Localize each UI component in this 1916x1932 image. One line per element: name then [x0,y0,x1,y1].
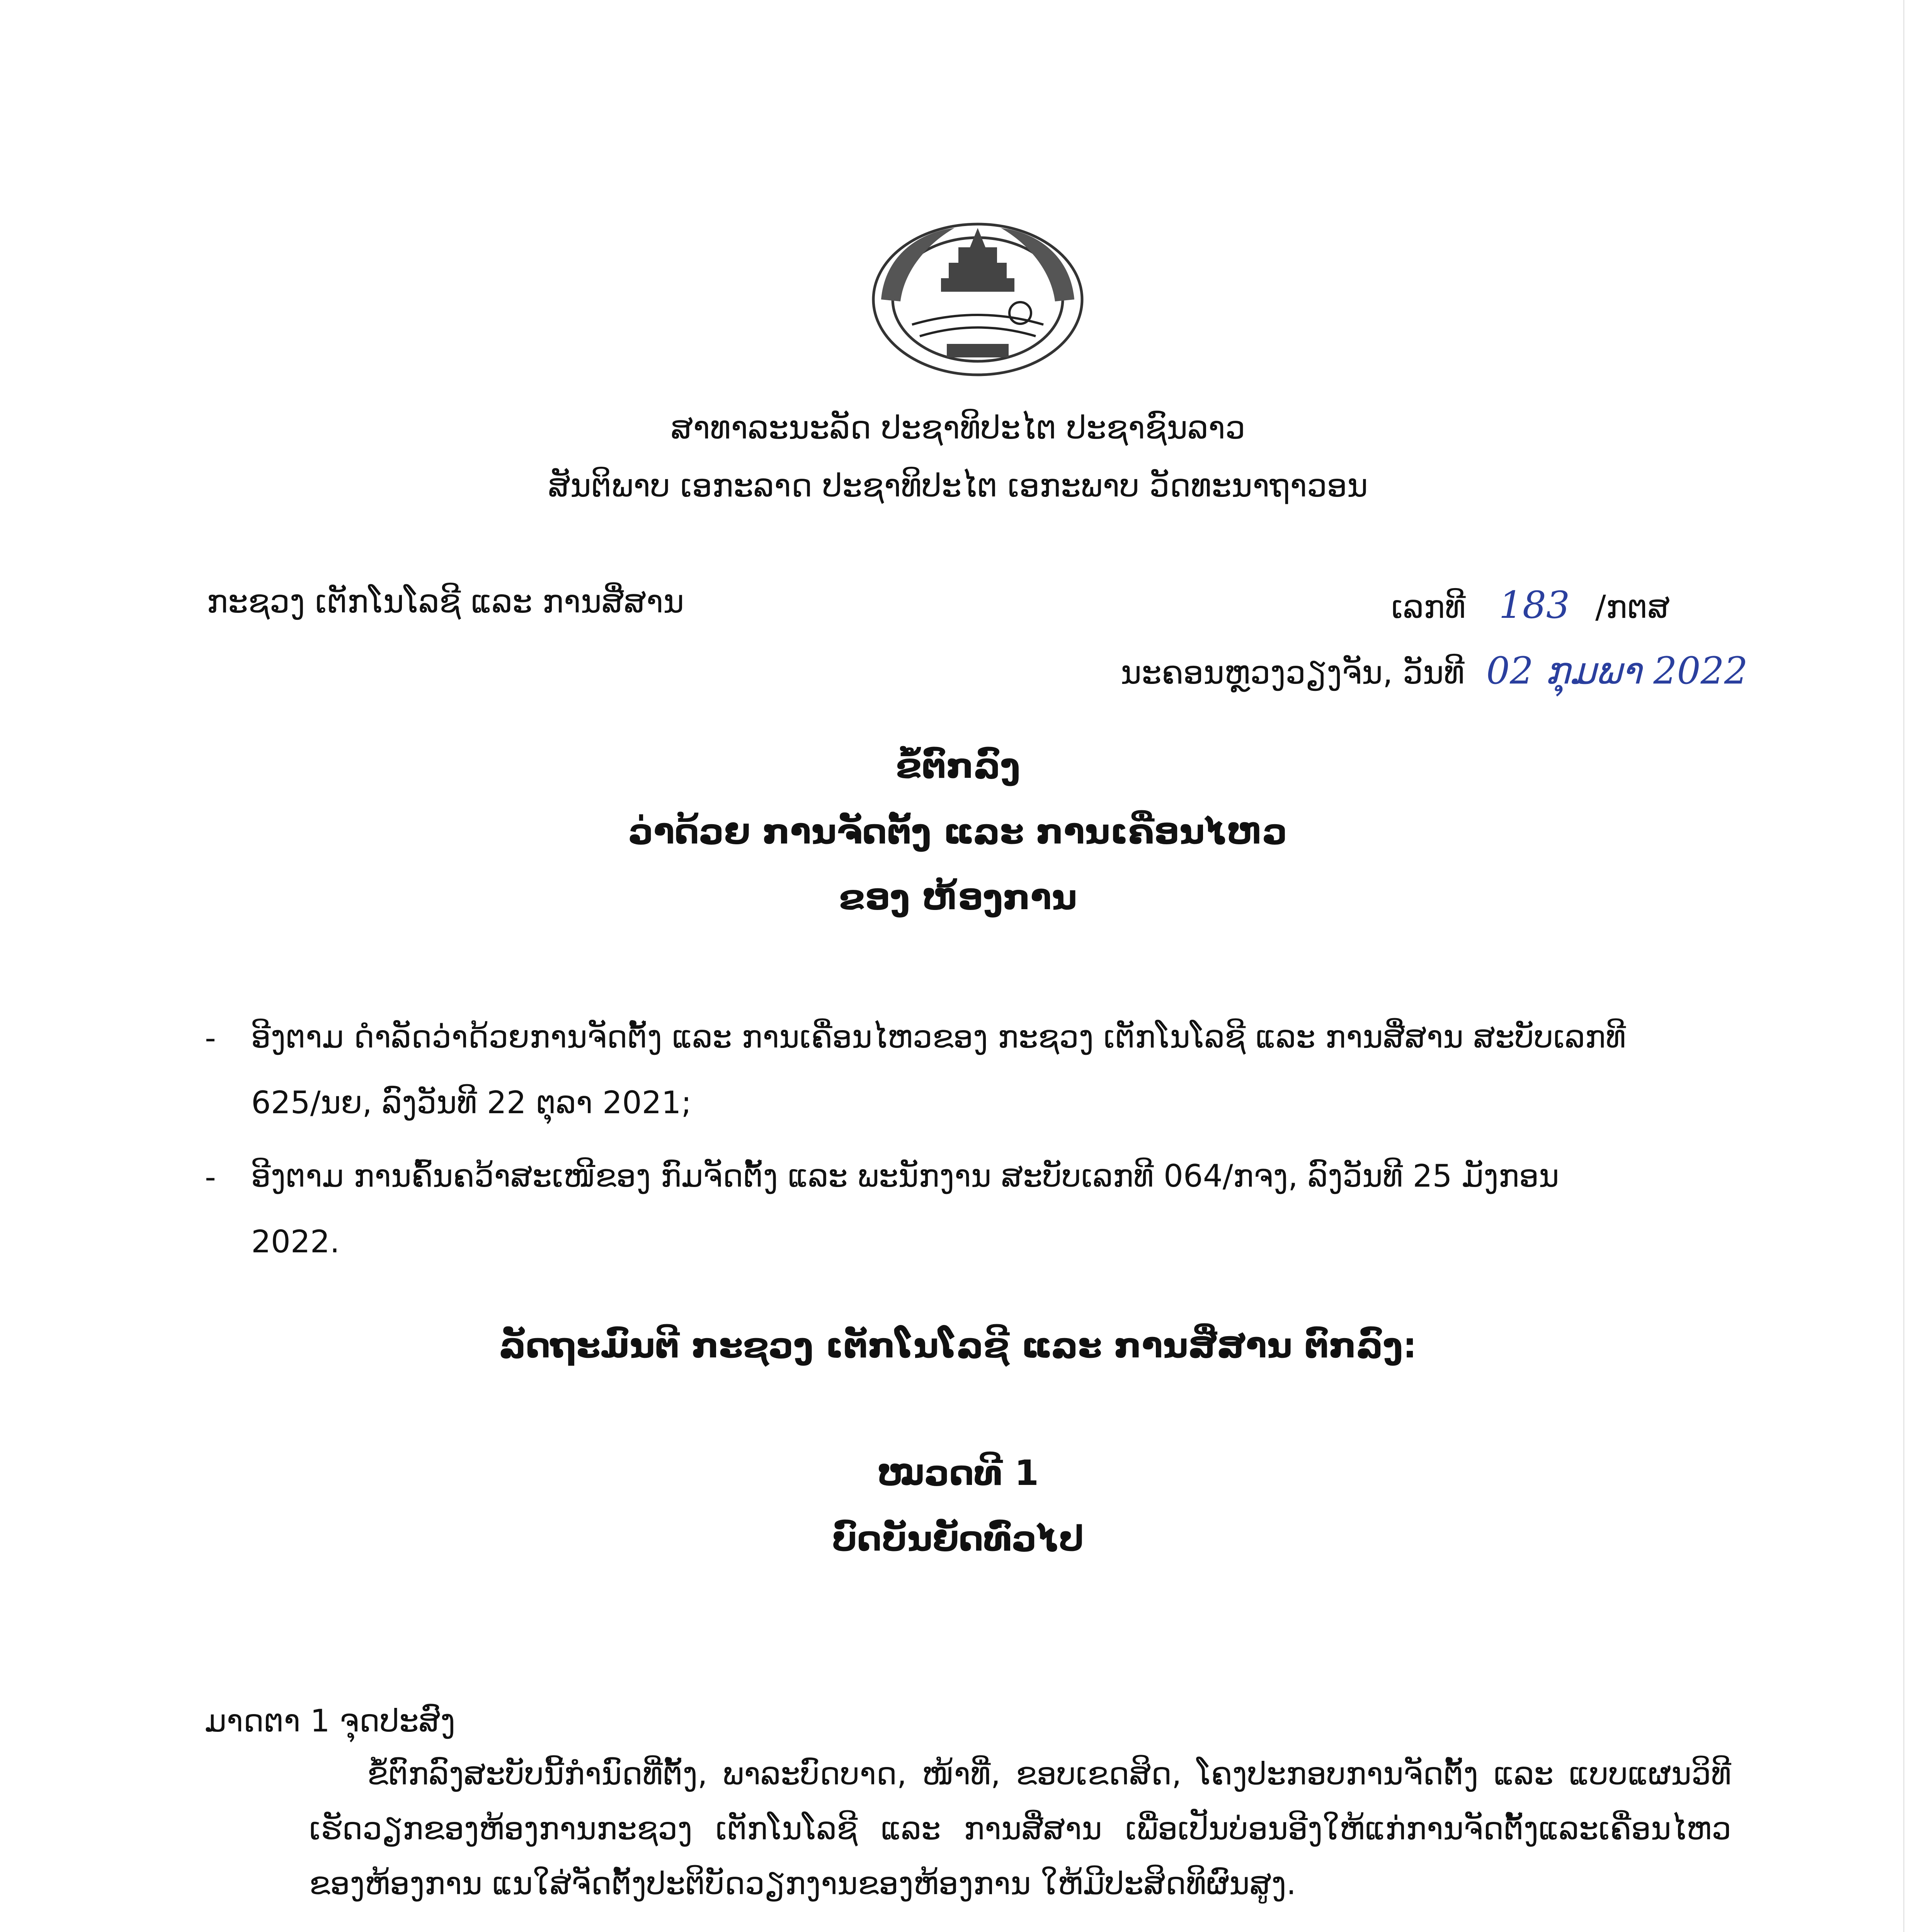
number-label: ເລກທີ [1391,589,1466,626]
ministry-name: ກະຊວງ ເຕັກໂນໂລຊີ ແລະ ການສື່ສານ [207,583,684,620]
bullet-dash: - [205,1159,216,1195]
country-name: ສາທາລະນະລັດ ປະຊາທິປະໄຕ ປະຊາຊົນລາວ [670,410,1246,446]
decision-statement: ລັດຖະມົນຕີ ກະຊວງ ເຕັກໂນໂລຊີ ແລະ ການສື່ສານ ຕົກລົງ: [499,1325,1417,1366]
national-motto: ສັນຕິພາບ ເອກະລາດ ປະຊາທິປະໄຕ ເອກະພາບ ວັດທະນາຖາວອນ [548,468,1368,504]
page-edge-line [1903,0,1904,1932]
reference-1-line-1: ອີງຕາມ ດຳລັດວ່າດ້ວຍການຈັດຕັ້ງ ແລະ ການເຄື່ອນໄຫວຂອງ ກະຊວງ ເຕັກໂນໂລຊີ ແລະ ການສື່ສານ ສະບັບເລກທີ [251,1019,1626,1055]
article-1-heading: ມາດຕາ 1 ຈຸດປະສົງ [205,1703,456,1739]
number-suffix: /ກຕສ [1595,589,1670,626]
reference-2-line-1: ອີງຕາມ ການຄົ້ນຄວ້າສະເໜີຂອງ ກົມຈັດຕັ້ງ ແລະ ພະນັກງານ ສະບັບເລກທີ 064/ກຈງ, ລົງວັນທີ 25 ມັງກອນ [251,1158,1559,1194]
reference-1-line-2: 625/ນຍ, ລົງວັນທີ 22 ຕຸລາ 2021; [251,1085,692,1121]
chapter-title: ບົດບັນຍັດທົ່ວໄປ [832,1519,1084,1559]
document-number [1391,583,1670,627]
place-and-date [1121,649,1748,692]
title-line-1: ຂໍ້ຕົກລົງ [895,746,1021,786]
chapter-number: ໝວດທີ 1 [877,1453,1039,1493]
lao-national-emblem-icon [858,216,1098,383]
title-line-2: ວ່າດ້ວຍ ການຈັດຕັ້ງ ແລະ ການເຄື່ອນໄຫວ [628,811,1288,852]
reference-2-line-2: 2022. [251,1224,340,1260]
bullet-dash: - [205,1020,216,1056]
title-line-3: ຂອງ ຫ້ອງການ [839,877,1077,918]
date-place-label: ນະຄອນຫຼວງວຽງຈັນ, ວັນທີ [1121,655,1465,691]
article-1-body: ຂໍ້ຕົກລົງສະບັບນີ້ກຳນົດທີ່ຕັ້ງ, ພາລະບົດບາດ, ໜ້າທີ່, ຂອບເຂດສິດ, ໂຄງປະກອບການຈັດຕັ້ງ ແລະ ແບບແຜນວິທີເຮັດວຽກຂອງຫ້ອງການກະຊວງ ເຕັກໂນໂລຊີ ແລະ ການສື່ສານ ເພື່ອເປັນບ່ອນອີງໃຫ້ແກ່ການຈັດຕັ້ງແລະເຄື່ອນໄຫວຂອງຫ້ອງການ ແນໃສ່ຈັດຕັ້ງປະຕິບັດວຽກງານຂອງຫ້ອງການ ໃຫ້ມີປະສິດທິຜົນສູງ. [309,1756,1731,1901]
number-value: 183 [1499,583,1570,627]
date-value: 02 ກຸມພາ 2022 [1486,649,1748,692]
